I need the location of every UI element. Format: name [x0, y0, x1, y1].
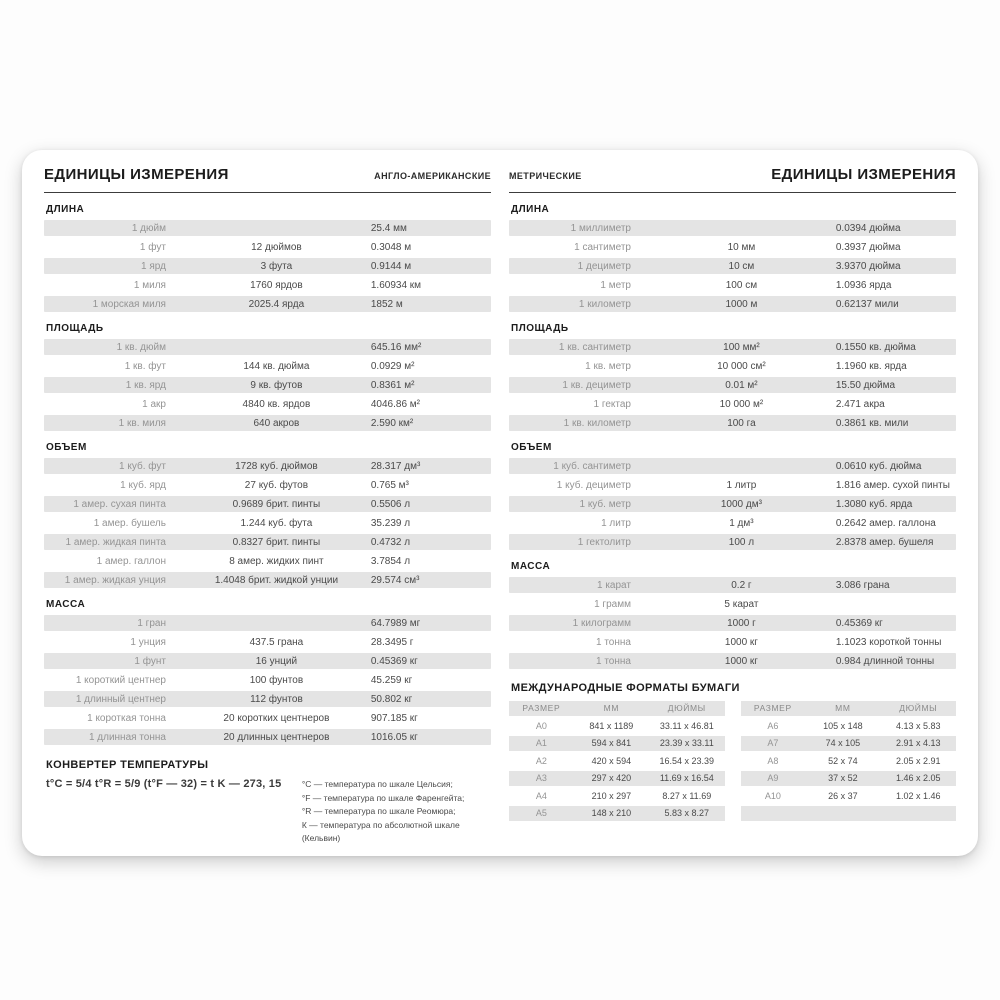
unit-cell: 1 фут: [139, 241, 166, 253]
inches-cell: 2.91 x 4.13: [896, 738, 941, 749]
equivalent-cell: 144 кв. дюйма: [243, 360, 310, 372]
units-card: [22, 150, 978, 856]
equivalent-cell: 1000 г: [727, 617, 756, 629]
value-cell: 29.574 см³: [370, 574, 420, 586]
value-cell: 2.8378 амер. бушеля: [835, 536, 934, 548]
paper-formats-title: МЕЖДУНАРОДНЫЕ ФОРМАТЫ БУМАГИ: [511, 682, 740, 694]
mm-cell: 594 x 841: [591, 738, 632, 749]
mm-cell: 74 x 105: [825, 738, 861, 749]
size-cell: A10: [764, 790, 781, 801]
unit-cell: 1 гектар: [593, 398, 631, 410]
value-cell: 0.8361 м²: [370, 379, 415, 391]
unit-cell: 1 короткий центнер: [75, 674, 166, 686]
paper-table-header: [509, 701, 725, 716]
paper-table-row: [741, 771, 957, 786]
table-row: [509, 277, 956, 293]
equivalent-cell: 1000 м: [725, 298, 758, 310]
inches-cell: 1.46 x 2.05: [896, 773, 941, 784]
table-row: [44, 477, 491, 493]
inches-header: ДЮЙМЫ: [899, 703, 938, 714]
value-cell: 1.1960 кв. ярда: [835, 360, 907, 372]
table-row: [44, 496, 491, 512]
temperature-converter: [44, 759, 491, 846]
value-cell: 1.816 амер. сухой пинты: [835, 479, 950, 491]
equivalent-cell: 10 см: [728, 260, 755, 272]
unit-cell: 1 кв. ярд: [125, 379, 166, 391]
table-row: [44, 277, 491, 293]
unit-cell: 1 кв. дюйм: [116, 341, 166, 353]
section-volume-metric: [509, 442, 956, 550]
equivalent-cell: 1000 кг: [724, 655, 758, 667]
size-cell: A9: [767, 773, 779, 784]
value-cell: 2.471 акра: [835, 398, 885, 410]
equivalent-cell: 10 000 м²: [719, 398, 764, 410]
size-cell: A7: [767, 738, 779, 749]
inches-header: ДЮЙМЫ: [667, 703, 706, 714]
value-cell: 0.9144 м: [370, 260, 412, 272]
table-row: [44, 729, 491, 745]
table-row: [44, 515, 491, 531]
value-cell: 0.1550 кв. дюйма: [835, 341, 916, 353]
unit-cell: 1 кв. сантиметр: [558, 341, 631, 353]
section-mass-metric: [509, 561, 956, 669]
section-length-anglo: [44, 204, 491, 312]
unit-cell: 1 гектолитр: [577, 536, 631, 548]
unit-cell: 1 метр: [600, 279, 631, 291]
table-row: [509, 458, 956, 474]
legend-line-kelvin: К — температура по абсолютной шкале (Кельвин): [301, 819, 460, 844]
value-cell: 0.0610 куб. дюйма: [835, 460, 922, 472]
table-row: [509, 653, 956, 669]
table-row: [44, 296, 491, 312]
unit-cell: 1 амер. сухая пинта: [73, 498, 166, 510]
section-title: МАССА: [46, 599, 86, 610]
value-cell: 28.3495 г: [370, 636, 414, 648]
table-row: [509, 615, 956, 631]
mass-table: [44, 615, 491, 745]
mm-cell: 841 x 1189: [589, 720, 634, 731]
table-row: [44, 458, 491, 474]
paper-formats-tables: [509, 701, 956, 824]
inches-cell: 8.27 x 11.69: [662, 790, 712, 801]
value-cell: 3.7854 л: [370, 555, 411, 567]
inches-cell: 4.13 x 5.83: [896, 720, 941, 731]
equivalent-cell: 100 фунтов: [249, 674, 304, 686]
value-cell: 3.9370 дюйма: [835, 260, 901, 272]
table-row: [44, 672, 491, 688]
unit-cell: 1 кв. метр: [585, 360, 631, 372]
table-row: [509, 339, 956, 355]
section-title: ОБЪЕМ: [46, 442, 87, 453]
value-cell: 0.5506 л: [370, 498, 411, 510]
equivalent-cell: 27 куб. футов: [244, 479, 309, 491]
unit-cell: 1 акр: [142, 398, 166, 410]
area-table: [509, 339, 956, 431]
equivalent-cell: 8 амер. жидких пинт: [229, 555, 324, 567]
unit-cell: 1 длинная тонна: [88, 731, 166, 743]
table-row: [44, 710, 491, 726]
temperature-title: КОНВЕРТЕР ТЕМПЕРАТУРЫ: [46, 759, 209, 771]
size-cell: A1: [535, 738, 547, 749]
value-cell: 28.317 дм³: [370, 460, 421, 472]
mm-cell: 420 x 594: [591, 755, 632, 766]
paper-table-header: [741, 701, 957, 716]
equivalent-cell: 640 акров: [253, 417, 300, 429]
left-column-subtitle: АНГЛО-АМЕРИКАНСКИЕ: [374, 171, 491, 181]
equivalent-cell: 4840 кв. ярдов: [242, 398, 311, 410]
table-row: [509, 496, 956, 512]
equivalent-cell: 3 фута: [260, 260, 293, 272]
value-cell: 4046.86 м²: [370, 398, 421, 410]
unit-cell: 1 миля: [133, 279, 166, 291]
inches-cell: 11.69 x 16.54: [659, 773, 714, 784]
table-row: [44, 415, 491, 431]
unit-cell: 1 кв. дециметр: [562, 379, 631, 391]
table-row: [509, 258, 956, 274]
paper-table-row: [741, 754, 957, 769]
metric-column: [509, 166, 956, 844]
equivalent-cell: 2025.4 ярда: [248, 298, 305, 310]
length-table: [44, 220, 491, 312]
equivalent-cell: 10 000 см²: [717, 360, 766, 372]
value-cell: 0.4732 л: [370, 536, 411, 548]
equivalent-cell: 16 унций: [255, 655, 298, 667]
mm-cell: 148 x 210: [591, 808, 632, 819]
paper-table-row: [509, 806, 725, 821]
table-row: [509, 596, 956, 612]
value-cell: 0.3048 м: [370, 241, 412, 253]
legend-line-celsius: °C — температура по шкале Цельсия;: [301, 779, 453, 789]
unit-cell: 1 кв. миля: [118, 417, 166, 429]
table-row: [509, 415, 956, 431]
table-row: [44, 377, 491, 393]
equivalent-cell: 1000 кг: [724, 636, 758, 648]
area-table: [44, 339, 491, 431]
section-title: ПЛОЩАДЬ: [46, 323, 104, 334]
mm-header: ММ: [603, 703, 620, 714]
size-cell: A6: [767, 720, 779, 731]
unit-cell: 1 миллиметр: [570, 222, 631, 234]
section-mass-anglo: [44, 599, 491, 745]
equivalent-cell: 0.8327 брит. пинты: [232, 536, 321, 548]
equivalent-cell: 1000 дм³: [720, 498, 762, 510]
paper-table-row: [741, 806, 957, 821]
equivalent-cell: 20 коротких центнеров: [223, 712, 330, 724]
equivalent-cell: 100 га: [727, 417, 756, 429]
unit-cell: 1 дециметр: [577, 260, 631, 272]
paper-formats: [509, 682, 956, 824]
mm-cell: 105 x 148: [823, 720, 863, 731]
unit-cell: 1 литр: [601, 517, 631, 529]
value-cell: 0.45369 кг: [370, 655, 418, 667]
unit-cell: 1 фунт: [134, 655, 166, 667]
table-row: [44, 615, 491, 631]
section-length-metric: [509, 204, 956, 312]
unit-cell: 1 короткая тонна: [87, 712, 166, 724]
inches-cell: 16.54 x 23.39: [659, 755, 715, 766]
table-row: [44, 572, 491, 588]
unit-cell: 1 куб. дециметр: [556, 479, 631, 491]
value-cell: 15.50 дюйма: [835, 379, 896, 391]
value-cell: 907.185 кг: [370, 712, 418, 724]
length-table: [509, 220, 956, 312]
size-cell: A5: [535, 808, 547, 819]
left-column-header: [44, 166, 491, 193]
table-row: [44, 339, 491, 355]
unit-cell: 1 кв. километр: [563, 417, 631, 429]
value-cell: 35.239 л: [370, 517, 411, 529]
unit-cell: 1 амер. галлон: [96, 555, 166, 567]
size-cell: A0: [535, 720, 547, 731]
equivalent-cell: 10 мм: [727, 241, 756, 253]
table-row: [509, 220, 956, 236]
section-volume-anglo: [44, 442, 491, 588]
volume-table: [44, 458, 491, 588]
value-cell: 0.45369 кг: [835, 617, 883, 629]
equivalent-cell: 112 фунтов: [250, 693, 303, 705]
table-row: [509, 358, 956, 374]
mm-header: ММ: [835, 703, 851, 714]
section-area-metric: [509, 323, 956, 431]
anglo-american-column: [44, 166, 491, 844]
value-cell: 645.16 мм²: [370, 341, 422, 353]
inches-cell: 33.11 x 46.81: [659, 720, 714, 731]
inches-cell: 1.02 x 1.46: [896, 790, 941, 801]
temperature-body: [44, 778, 491, 846]
value-cell: 0.2642 амер. галлона: [835, 517, 936, 529]
table-row: [509, 396, 956, 412]
size-cell: A2: [535, 755, 547, 766]
equivalent-cell: 1 дм³: [729, 517, 754, 529]
value-cell: 3.086 грана: [835, 579, 890, 591]
unit-cell: 1 морская миля: [92, 298, 166, 310]
right-column-header: [509, 166, 956, 193]
unit-cell: 1 куб. метр: [579, 498, 631, 510]
paper-table-row: [509, 754, 725, 769]
unit-cell: 1 тонна: [595, 636, 631, 648]
equivalent-cell: 0.2 г: [731, 579, 752, 591]
paper-table-row: [509, 789, 725, 804]
unit-cell: 1 амер. жидкая унция: [64, 574, 166, 586]
inches-cell: 5.83 x 8.27: [664, 808, 710, 819]
section-title: ОБЪЕМ: [511, 442, 552, 453]
equivalent-cell: 1.244 куб. фута: [240, 517, 313, 529]
table-row: [44, 258, 491, 274]
unit-cell: 1 карат: [596, 579, 631, 591]
equivalent-cell: 12 дюймов: [251, 241, 302, 253]
value-cell: 1.60934 км: [370, 279, 422, 291]
table-row: [509, 377, 956, 393]
table-row: [509, 634, 956, 650]
unit-cell: 1 тонна: [595, 655, 631, 667]
value-cell: 0.984 длинной тонны: [835, 655, 935, 667]
table-row: [44, 653, 491, 669]
equivalent-cell: 0.01 м²: [725, 379, 758, 391]
legend-line-reaumur: °R — температура по шкале Реомюра;: [301, 806, 456, 817]
unit-cell: 1 куб. ярд: [120, 479, 166, 491]
unit-cell: 1 килограмм: [572, 617, 631, 629]
mm-cell: 37 x 52: [828, 773, 858, 784]
value-cell: 0.3861 кв. мили: [835, 417, 909, 429]
table-row: [44, 239, 491, 255]
page-title: ЕДИНИЦЫ ИЗМЕРЕНИЯ: [44, 166, 229, 183]
size-cell: A8: [767, 755, 779, 766]
value-cell: 0.3937 дюйма: [835, 241, 901, 253]
paper-table-a0-a5: [509, 701, 725, 824]
paper-table-row: [509, 719, 725, 734]
equivalent-cell: 1728 куб. дюймов: [235, 460, 318, 472]
paper-table-a6-a10: [741, 701, 957, 824]
mm-cell: 26 x 37: [828, 790, 858, 801]
value-cell: 1.0936 ярда: [835, 279, 892, 291]
value-cell: 50.802 кг: [370, 693, 413, 705]
section-title: ДЛИНА: [511, 204, 550, 215]
mm-cell: 297 x 420: [591, 773, 632, 784]
unit-cell: 1 грамм: [594, 598, 631, 610]
value-cell: 0.0394 дюйма: [835, 222, 901, 234]
value-cell: 0.62137 мили: [835, 298, 899, 310]
unit-cell: 1 гран: [137, 617, 166, 629]
section-title: ПЛОЩАДЬ: [511, 323, 569, 334]
temperature-formula: t°C = 5/4 t°R = 5/9 (t°F — 32) = t K — 273, 15: [46, 778, 282, 790]
equivalent-cell: 100 л: [728, 536, 755, 548]
equivalent-cell: 437.5 грана: [249, 636, 304, 648]
paper-table-row: [509, 736, 725, 751]
table-row: [509, 515, 956, 531]
unit-cell: 1 сантиметр: [574, 241, 631, 253]
mm-cell: 52 x 74: [828, 755, 858, 766]
value-cell: 0.0929 м²: [370, 360, 415, 372]
unit-cell: 1 куб. сантиметр: [553, 460, 631, 472]
unit-cell: 1 кв. фут: [124, 360, 166, 372]
inches-cell: 2.05 x 2.91: [896, 755, 941, 766]
unit-cell: 1 унция: [130, 636, 166, 648]
table-row: [509, 577, 956, 593]
paper-table-row: [741, 736, 957, 751]
equivalent-cell: 5 карат: [724, 598, 759, 610]
value-cell: 0.765 м³: [370, 479, 409, 491]
table-row: [509, 239, 956, 255]
table-row: [44, 396, 491, 412]
unit-cell: 1 куб. фут: [119, 460, 166, 472]
unit-cell: 1 километр: [578, 298, 631, 310]
legend-line-fahrenheit: °F — температура по шкале Фаренгейта;: [301, 792, 465, 803]
equivalent-cell: 1.4048 брит. жидкой унции: [214, 574, 339, 586]
right-column-subtitle: МЕТРИЧЕСКИЕ: [509, 171, 582, 181]
unit-cell: 1 амер. жидкая пинта: [65, 536, 166, 548]
table-row: [44, 634, 491, 650]
unit-cell: 1 дюйм: [131, 222, 166, 234]
section-area-anglo: [44, 323, 491, 431]
size-header: РАЗМЕР: [753, 703, 792, 714]
value-cell: 1.1023 короткой тонны: [835, 636, 942, 648]
equivalent-cell: 1 литр: [726, 479, 757, 491]
table-row: [44, 534, 491, 550]
equivalent-cell: 0.9689 брит. пинты: [232, 498, 321, 510]
volume-table: [509, 458, 956, 550]
table-row: [44, 691, 491, 707]
table-row: [44, 358, 491, 374]
equivalent-cell: 1760 ярдов: [250, 279, 303, 291]
value-cell: 1016.05 кг: [370, 731, 418, 743]
paper-table-row: [741, 789, 957, 804]
equivalent-cell: 100 см: [725, 279, 758, 291]
page-title: ЕДИНИЦЫ ИЗМЕРЕНИЯ: [771, 166, 956, 183]
table-row: [44, 220, 491, 236]
temperature-legend: [302, 778, 491, 846]
value-cell: 45.259 кг: [370, 674, 413, 686]
value-cell: 25.4 мм: [370, 222, 407, 234]
paper-table-row: [509, 771, 725, 786]
table-row: [509, 296, 956, 312]
value-cell: 1.3080 куб. ярда: [835, 498, 913, 510]
section-title: ДЛИНА: [46, 204, 85, 215]
table-row: [44, 553, 491, 569]
table-row: [509, 477, 956, 493]
unit-cell: 1 длинный центнер: [75, 693, 166, 705]
mm-cell: 210 x 297: [591, 790, 632, 801]
size-header: РАЗМЕР: [522, 703, 561, 714]
value-cell: 64.7989 мг: [370, 617, 421, 629]
unit-cell: 1 ярд: [141, 260, 166, 272]
unit-cell: 1 амер. бушель: [93, 517, 166, 529]
size-cell: A4: [535, 790, 547, 801]
mass-table: [509, 577, 956, 669]
table-row: [509, 534, 956, 550]
paper-table-row: [741, 719, 957, 734]
size-cell: A3: [535, 773, 547, 784]
equivalent-cell: 9 кв. футов: [250, 379, 303, 391]
inches-cell: 23.39 x 33.11: [659, 738, 714, 749]
section-title: МАССА: [511, 561, 551, 572]
value-cell: 2.590 км²: [370, 417, 414, 429]
equivalent-cell: 100 мм²: [723, 341, 760, 353]
equivalent-cell: 20 длинных центнеров: [223, 731, 330, 743]
value-cell: 1852 м: [370, 298, 403, 310]
